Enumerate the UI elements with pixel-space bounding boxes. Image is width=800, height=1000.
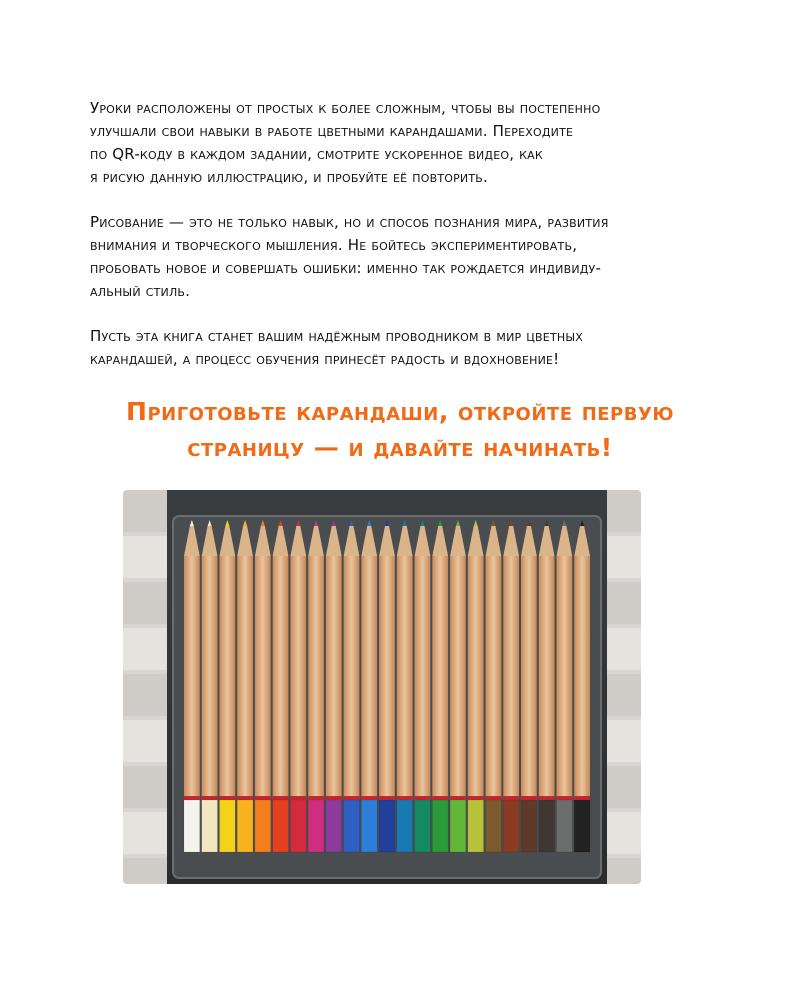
pencil-band (503, 796, 519, 800)
wood-plank (607, 766, 641, 808)
pencil (486, 520, 502, 852)
pencil-band (308, 796, 324, 800)
pencil-body (486, 556, 502, 800)
pencil-color-end (539, 800, 555, 852)
wood-plank (607, 490, 641, 532)
pencil-color-end (379, 800, 395, 852)
pencil (326, 520, 342, 852)
pencil-color-end (486, 800, 502, 852)
pencil-body (468, 556, 484, 800)
pencil-color-end (415, 800, 431, 852)
pencil (308, 520, 324, 852)
pencil (379, 520, 395, 852)
pencil-color-end (273, 800, 289, 852)
wood-plank (123, 812, 167, 854)
pencil (361, 520, 377, 852)
text-line: альный стиль. (90, 282, 191, 300)
pencil-body (184, 556, 200, 800)
pencil-band (539, 796, 555, 800)
text-line: по QR-коду в каждом задании, смотрите ускоренное видео, как (90, 145, 543, 163)
pencil-color-end (361, 800, 377, 852)
pencil-band (379, 796, 395, 800)
cta-line: страницу — и давайте начинать! (187, 433, 613, 462)
text-line: улучшали свои навыки в работе цветными карандашами. Переходите (90, 122, 574, 140)
pencil (344, 520, 360, 852)
pencil-band (202, 796, 218, 800)
pencil (557, 520, 573, 852)
pencil-body (273, 556, 289, 800)
intro-paragraph-lessons (90, 97, 710, 189)
text-line: внимания и творческого мышления. Не бойтесь экспериментировать, (90, 236, 578, 254)
pencil (255, 520, 271, 852)
text-line: Рисование — это не только навык, но и способ познания мира, развития (90, 213, 609, 231)
pencil-body (450, 556, 466, 800)
wood-plank (123, 628, 167, 670)
pencil-color-end (344, 800, 360, 852)
text-line: Уроки расположены от простых к более сложным, чтобы вы постепенно (90, 99, 601, 117)
pencil-color-end (255, 800, 271, 852)
pencil (521, 520, 537, 852)
intro-paragraph-guide (90, 325, 710, 371)
pencil-body (397, 556, 413, 800)
text-line: пробовать новое и совершать ошибки: именно так рождается индивиду- (90, 259, 602, 277)
wood-plank (123, 674, 167, 716)
text-line: Пусть эта книга станет вашим надёжным проводником в мир цветных (90, 327, 583, 345)
pencil-band (432, 796, 448, 800)
pencil-band (574, 796, 590, 800)
wood-plank (607, 628, 641, 670)
pencil (468, 520, 484, 852)
pencil-body (574, 556, 590, 800)
intro-paragraph-drawing (90, 211, 710, 303)
pencil-band (326, 796, 342, 800)
pencil-band (184, 796, 200, 800)
pencil-color-end (237, 800, 253, 852)
wood-plank (607, 582, 641, 624)
pencil-band (397, 796, 413, 800)
wood-plank (607, 812, 641, 854)
pencil-color-end (503, 800, 519, 852)
pencil-band (237, 796, 253, 800)
wood-plank (607, 536, 641, 578)
pencil-band (486, 796, 502, 800)
pencil-body (308, 556, 324, 800)
pencils-illustration (123, 490, 641, 884)
pencil-band (557, 796, 573, 800)
pencil-body (521, 556, 537, 800)
text-line: я рисую данную иллюстрацию, и пробуйте её повторить. (90, 168, 488, 186)
pencil-color-end (432, 800, 448, 852)
pencil-color-end (326, 800, 342, 852)
pencil (290, 520, 306, 852)
pencil-body (219, 556, 235, 800)
pencil (450, 520, 466, 852)
wood-plank (607, 674, 641, 716)
pencil-body (557, 556, 573, 800)
wood-plank (123, 582, 167, 624)
pencil (202, 520, 218, 852)
wood-plank (123, 490, 167, 532)
pencil-body (326, 556, 342, 800)
pencil-band (255, 796, 271, 800)
pencil-body (379, 556, 395, 800)
pencil-band (361, 796, 377, 800)
pencil-band (344, 796, 360, 800)
pencil-band (219, 796, 235, 800)
pencil-band (450, 796, 466, 800)
pencil (503, 520, 519, 852)
pencil-body (344, 556, 360, 800)
pencil (273, 520, 289, 852)
pencil-band (521, 796, 537, 800)
pencil-color-end (450, 800, 466, 852)
wood-plank (123, 536, 167, 578)
pencil-band (468, 796, 484, 800)
pencil-color-end (468, 800, 484, 852)
pencil-color-end (521, 800, 537, 852)
pencil (219, 520, 235, 852)
pencil-body (361, 556, 377, 800)
pencil (237, 520, 253, 852)
pencil-color-end (574, 800, 590, 852)
text-line: карандашей, а процесс обучения принесёт радость и вдохновение! (90, 350, 560, 368)
pencil-band (273, 796, 289, 800)
pencil (415, 520, 431, 852)
wood-plank (123, 720, 167, 762)
pencil-color-end (557, 800, 573, 852)
wood-plank (123, 766, 167, 808)
cta-line: Приготовьте карандаши, откройте первую (126, 397, 674, 426)
pencil-color-end (184, 800, 200, 852)
pencil-body (237, 556, 253, 800)
pencil-body (503, 556, 519, 800)
pencil (432, 520, 448, 852)
pencil-body (202, 556, 218, 800)
pencil (574, 520, 590, 852)
pencil-band (415, 796, 431, 800)
call-to-action-heading (80, 394, 720, 466)
pencil-band (290, 796, 306, 800)
pencil-body (432, 556, 448, 800)
pencil-color-end (202, 800, 218, 852)
pencil-body (415, 556, 431, 800)
pencil-color-end (397, 800, 413, 852)
pencil-color-end (219, 800, 235, 852)
pencil-body (539, 556, 555, 800)
pencils-tin-photo (123, 490, 641, 884)
pencil-color-end (290, 800, 306, 852)
pencil-body (255, 556, 271, 800)
wood-plank (607, 858, 641, 884)
pencil (184, 520, 200, 852)
pencil (397, 520, 413, 852)
wood-plank (123, 858, 167, 884)
pencil-body (290, 556, 306, 800)
pencil (539, 520, 555, 852)
wood-plank (607, 720, 641, 762)
pencil-color-end (308, 800, 324, 852)
